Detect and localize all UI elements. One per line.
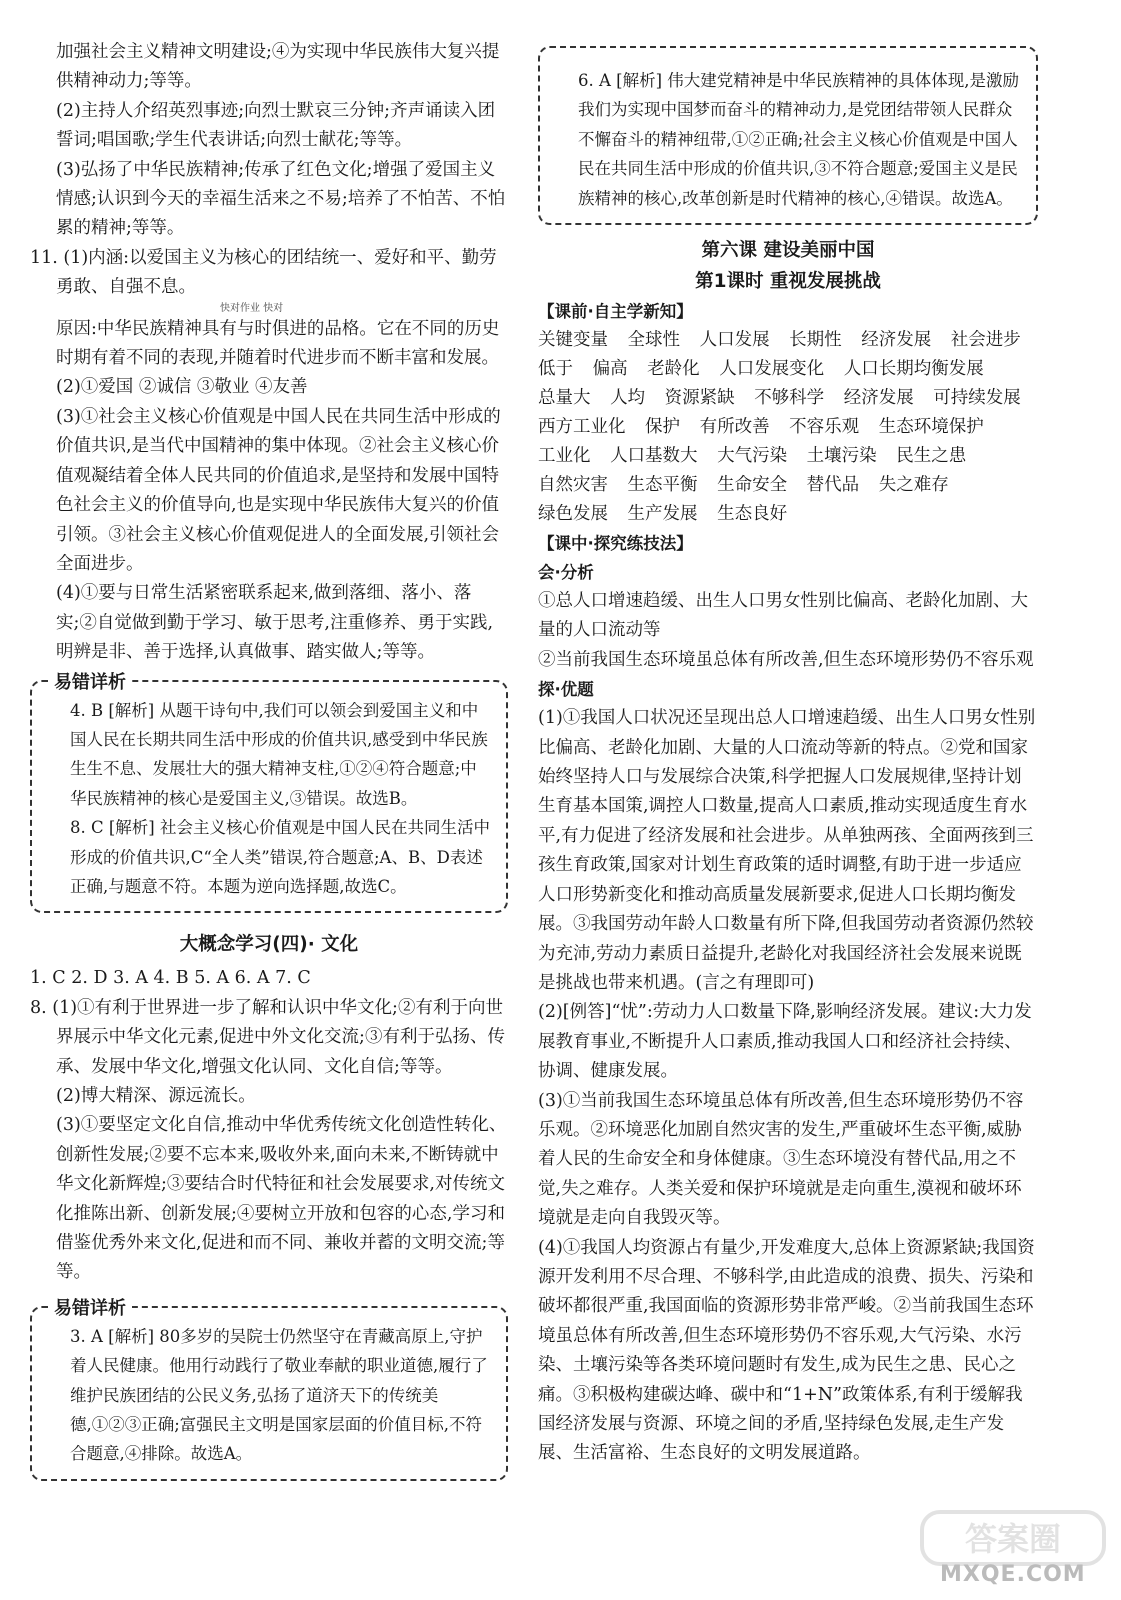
text-paragraph: ①总人口增速趋缓、出生人口男女性别比偏高、老龄化加剧、大量的人口流动等 <box>538 591 1028 641</box>
analysis-box-3 <box>538 46 1038 225</box>
analysis-item: 4. B [解析] 从题干诗句中,我们可以领会到爱国主义和中国人民在长期共同生活中形成的价值共识,感受到中华民族生生不息、发展壮大的强大精神支柱,①②④符合题意;中华民族精神的核心是爱国主义,③错误。故选B。 <box>70 700 488 808</box>
term-row: 关键变量 全球性 人口发展 长期性 经济发展 社会进步 <box>538 330 1021 351</box>
left-column <box>30 38 508 1491</box>
text-paragraph: 加强社会主义精神文明建设;④为实现中华民族伟大复兴提供精神动力;等等。 <box>56 42 500 92</box>
text-paragraph: ②当前我国生态环境虽总体有所改善,但生态环境形势仍不容乐观 <box>538 649 1034 670</box>
error-analysis-box-1 <box>30 671 508 914</box>
question-11-part2: (2)①爱国 ②诚信 ③敬业 ④友善 <box>56 377 308 398</box>
watermark-logo-text: 答案圈 <box>964 1520 1062 1558</box>
analysis-item: 3. A [解析] 80多岁的吴院士仍然坚守在青藏高原上,守护着人民健康。他用行动践行了敬业奉献的职业道德,履行了维护民族团结的公民义务,弘扬了道济天下的传统美德,①②③正确;富强民主文明是国家层面的价值目标,不符合题意,④排除。故选A。 <box>70 1326 488 1464</box>
term-row: 低于 偏高 老龄化 人口发展变化 人口长期均衡发展 <box>538 359 984 380</box>
term-row: 西方工业化 保护 有所改善 不容乐观 生态环境保护 <box>538 417 984 438</box>
term-row: 自然灾害 生态平衡 生命安全 替代品 失之难存 <box>538 475 949 496</box>
answer-list: 1. C 2. D 3. A 4. B 5. A 6. A 7. C <box>30 968 311 989</box>
analysis-item: 8. C [解析] 社会主义核心价值观是中国人民在共同生活中形成的价值共识,C“全人类”错误,符合题意;A、B、D表述正确,与题意不符。本题为逆向选择题,故选C。 <box>70 818 490 896</box>
right-column <box>538 38 1038 1469</box>
stray-handwriting: 快对作业 快对 <box>220 302 284 314</box>
pre-class-label: 【课前·自主学新知】 <box>538 302 693 322</box>
question-8-part1: 8. (1)①有利于世界进一步了解和认识中华文化;②有利于向世界展示中华文化元素,促进中外文化交流;③有利于弘扬、传承、发展中华文化,增强文化认同、文化自信;等等。 <box>30 997 505 1077</box>
lesson-title: 第六课 建设美丽中国 <box>701 240 875 262</box>
error-analysis-box-2 <box>30 1297 508 1481</box>
term-row: 总量大 人均 资源紧缺 不够科学 经济发展 可持续发展 <box>538 388 1021 409</box>
section-heading: 大概念学习(四)· 文化 <box>179 934 359 956</box>
analysis-heading: 会·分析 <box>538 563 594 583</box>
text-paragraph: (1)①我国人口状况还呈现出总人口增速趋缓、出生人口男女性别比偏高、老龄化加剧、大量的人口流动等新的特点。②党和国家始终坚持人口与发展综合决策,科学把握人口发展规律,坚持计划生育基本国策,调控人口数量,提高人口素质,推动实现适度生育水平,有力促进了经济发展和社会进步。从单独两孩、全面两孩到三孩生育政策,国家对计划生育政策的适时调整,有助于进一步适应人口形势新变化和推动高质量发展新要求,促进人口长期均衡发展。③我国劳动年龄人口数量有所下降,但我国劳动者资源仍然较为充沛,劳动力素质日益提升,老龄化对我国经济社会发展来说既是挑战也带来机遇。(言之有理即可) <box>538 708 1036 993</box>
watermark-text: MXQE.COM <box>940 1562 1086 1587</box>
text-paragraph: (2)[例答]“忧”:劳动力人口数量下降,影响经济发展。建议:大力发展教育事业,不断提升人口素质,推动我国人口和经济社会持续、协调、健康发展。 <box>538 1002 1032 1082</box>
in-class-label: 【课中·探究练技法】 <box>538 534 693 554</box>
term-row: 工业化 人口基数大 大气污染 土壤污染 民生之患 <box>538 446 967 467</box>
text-paragraph: (4)①我国人均资源占有量少,开发难度大,总体上资源紧缺;我国资源开发利用不尽合理、不够科学,由此造成的浪费、损失、污染和破坏都很严重,我国面临的资源形势非常严峻。②当前我国生态环境虽总体有所改善,但生态环境形势仍不容乐观,大气污染、水污染、土壤污染等各类环境问题时有发生,成为民生之患、民心之痛。③积极构建碳达峰、碳中和“1+N”政策体系,有利于缓解我国经济发展与资源、环境之间的矛盾,坚持绿色发展,走生产发展、生活富裕、生态良好的文明发展道路。 <box>538 1237 1035 1464</box>
text-paragraph: (3)弘扬了中华民族精神;传承了红色文化;增强了爱国主义情感;认识到今天的幸福生活来之不易;培养了不怕苦、不怕累的精神;等等。 <box>56 159 506 239</box>
question-11-part4: (4)①要与日常生活紧密联系起来,做到落细、落小、落实;②自觉做到勤于学习、敏于思考,注重修养、勇于实践,明辨是非、善于选择,认真做事、踏实做人;等等。 <box>56 583 494 663</box>
term-row: 绿色发展 生产发展 生态良好 <box>538 504 788 525</box>
term-list <box>538 326 1038 529</box>
question-8-part3: (3)①要坚定文化自信,推动中华优秀传统文化创造性转化、创新性发展;②要不忘本来,吸收外来,面向未来,不断铸就中华文化新辉煌;③要结合时代特征和社会发展要求,对传统文化推陈出新、创新发展;④要树立开放和包容的心态,学习和借鉴优秀外来文化,促进和而不同、兼收并蓄的文明交流;等等。 <box>56 1115 507 1283</box>
box-title: 易错详析 <box>48 668 132 694</box>
question-8-part2: (2)博大精深、源远流长。 <box>56 1086 256 1106</box>
explore-heading: 探·优题 <box>538 680 594 700</box>
question-11-reason: 原因:中华民族精神具有与时俱进的品格。它在不同的历史时期有着不同的表现,并随着时代进步而不断丰富和发展。 <box>56 318 500 369</box>
period-title: 第1课时 重视发展挑战 <box>695 271 881 293</box>
analysis-item: 6. A [解析] 伟大建党精神是中华民族精神的具体体现,是激励我们为实现中国梦而奋斗的精神动力,是党团结带领人民群众不懈奋斗的精神纽带,①②正确;社会主义核心价值观是中国人民在共同生活中形成的价值共识,③不符合题意;爱国主义是民族精神的核心,改革创新是时代精神的核心,④错误。故选A。 <box>578 71 1020 208</box>
question-11-part3: (3)①社会主义核心价值观是中国人民在共同生活中形成的价值共识,是当代中国精神的集中体现。②社会主义核心价值观凝结着全体人民共同的价值追求,是坚持和发展中国特色社会主义的价值导向,也是实现中华民族伟大复兴的价值引领。③社会主义核心价值观促进人的全面发展,引领社会全面进步。 <box>56 406 501 574</box>
question-11-meaning: 11. (1)内涵:以爱国主义为核心的团结统一、爱好和平、勤劳勇敢、自强不息。 <box>30 247 497 298</box>
text-paragraph: (2)主持人介绍英烈事迹;向烈士默哀三分钟;齐声诵读入团誓词;唱国歌;学生代表讲话;向烈士献花;等等。 <box>56 100 496 151</box>
box-title: 易错详析 <box>48 1294 132 1320</box>
text-paragraph: (3)①当前我国生态环境虽总体有所改善,但生态环境形势仍不容乐观。②环境恶化加剧自然灾害的发生,严重破坏生态平衡,威胁着人民的生命安全和身体健康。③生态环境没有替代品,用之不觉,失之难存。人类关爱和保护环境就是走向重生,漠视和破坏环境就是走向自我毁灭等。 <box>538 1090 1024 1229</box>
